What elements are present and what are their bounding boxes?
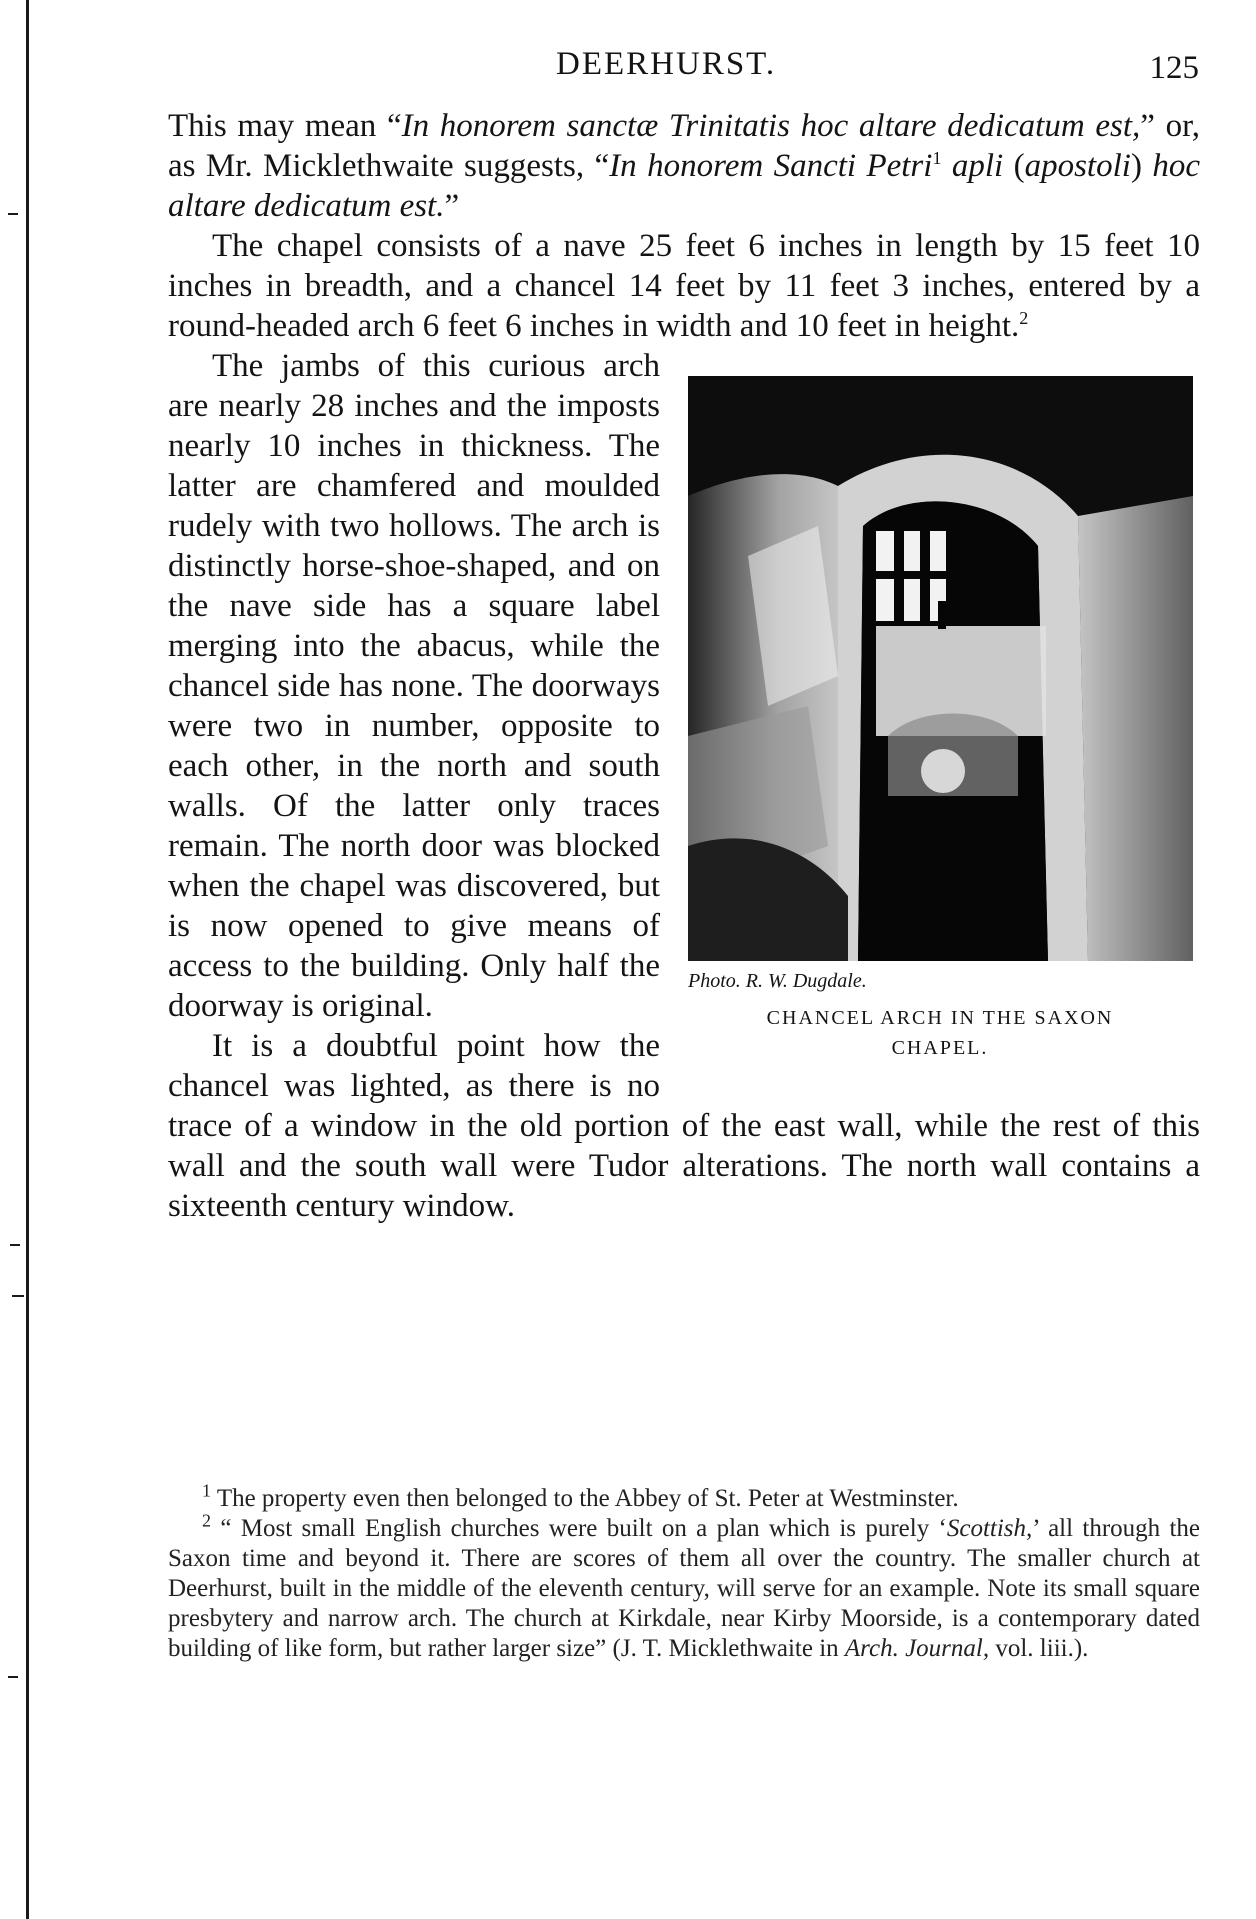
paragraph-3: The jambs of this curious arch are nearly 28 inches and the imposts nearly 10 inches in thickness. The latter are chamfered and moulded rudely with two hollows. The arch is distinctly horse-shoe-shaped, and on the nave side has a square label merging into the abacus, while the chancel side has none. The doorways were two in number, opposite to each other, in the north and south walls. Of the latter only traces remain. The north door was blocked when the chapel was discovered, but is now opened to give means of access to the building. Only half the doorway is original.	[168, 348, 660, 1024]
journal-title: Arch. Journal,	[844, 1635, 990, 1662]
footnote-ref-2: 2	[1019, 308, 1029, 328]
edge-mark	[10, 1244, 20, 1246]
footnote-italic: Scottish,	[946, 1515, 1033, 1542]
running-head: DEERHURST.	[556, 46, 777, 82]
body-text	[168, 106, 1200, 1226]
text-run: )	[1130, 148, 1142, 184]
footnote-text: “ Most small English churches were built on a plan which is purely ‘	[220, 1515, 947, 1542]
caption-line: CHANCEL ARCH IN THE SAXON	[766, 1007, 1114, 1029]
edge-mark	[8, 213, 18, 215]
text-run: ” or, as Mr. Micklethwaite suggests, “	[168, 108, 1200, 184]
text-run: ”	[444, 188, 460, 224]
text-run: (	[1013, 148, 1025, 184]
text-run: The chapel consists of a nave 25 feet 6 inches in length by 15 feet 10 inches in breadth, and a chancel 14 feet by 11 feet 3 inches, entered by a round-headed arch 6 feet 6 inches in width and 10 feet in height.	[168, 228, 1200, 344]
page-edge-line	[26, 0, 29, 1919]
footnotes	[168, 1480, 1201, 1664]
footnote-mark: 2	[202, 1510, 211, 1531]
text-run: This may mean “	[168, 108, 402, 144]
latin-phrase: In honorem sanctæ Trinitatis hoc altare dedicatum est,	[401, 108, 1141, 144]
latin-phrase: apostoli	[1024, 148, 1131, 184]
photo-credit: Photo. R. W. Dugdale.	[688, 970, 867, 992]
footnote-1	[168, 1480, 1200, 1514]
footnote-text: ’ all through the Saxon time and beyond it. There are scores of them all over the country. The smaller church at Deerhurst, built in the middle of the eleventh century, will serve for an example. Note its small square presbytery and narrow arch. The church at Kirkdale, near Kirby Moorside, is a contemporary dated building of like form, but rather larger size” (J. T. Micklethwaite in	[168, 1515, 1201, 1662]
paragraph-2	[168, 226, 1200, 346]
caption-line: CHAPEL.	[891, 1037, 989, 1059]
latin-phrase: In honorem Sancti Petri	[609, 148, 933, 184]
figure	[680, 376, 1200, 1063]
latin-phrase: hoc altare dedicatum est.	[168, 148, 1201, 224]
edge-mark	[12, 1295, 24, 1297]
page-number: 125	[1149, 50, 1199, 86]
footnote-ref-1: 1	[932, 148, 942, 168]
footnote-text: vol. liii.).	[995, 1635, 1089, 1662]
figure-caption	[680, 1003, 1200, 1063]
latin-phrase: apli	[951, 148, 1004, 184]
edge-mark	[8, 1676, 18, 1678]
arch-photo-illustration	[688, 376, 1193, 961]
chancel-arch-photo	[688, 376, 1193, 961]
footnote-2	[168, 1510, 1201, 1664]
footnote-text: The property even then belonged to the Abbey of St. Peter at Westminster.	[216, 1485, 959, 1512]
paragraph-4: It is a doubtful point how the chancel was lighted, as there is no trace of a window in the old portion of the east wall, while the rest of this wall and the south wall were Tudor alterations. The north wall contains a sixteenth century window.	[168, 1028, 1200, 1224]
paragraph-1	[168, 106, 1200, 226]
footnote-mark: 1	[202, 1480, 211, 1501]
page-header	[0, 46, 1256, 96]
